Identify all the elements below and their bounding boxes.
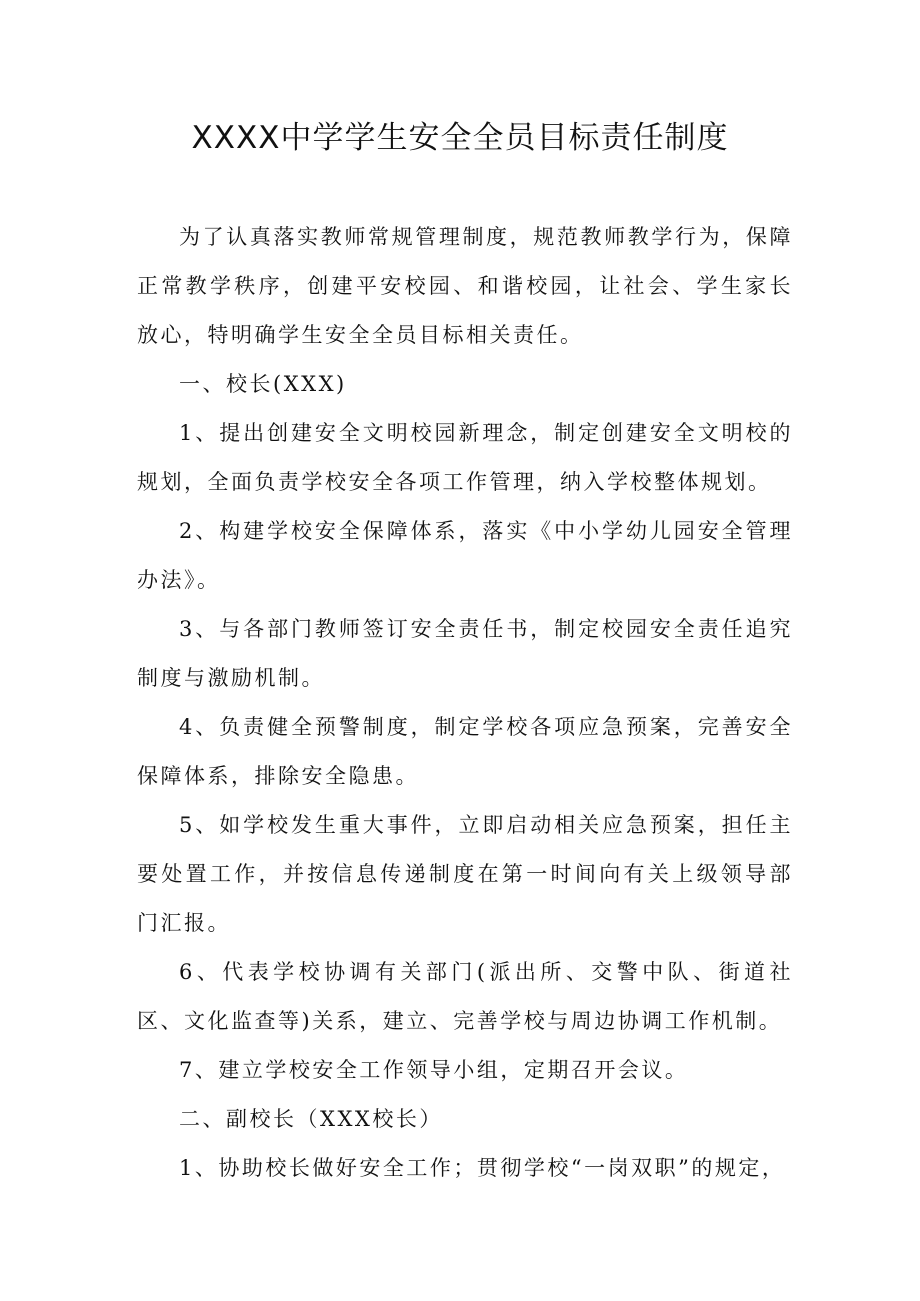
vice-principal-duty-1: 1、协助校长做好安全工作；贯彻学校“一岗双职”的规定， — [179, 1156, 786, 1180]
principal-duty-1: 1、提出创建安全文明校园新理念，制定创建安全文明校的规划，全面负责学校安全各项工作管理，纳入学校整体规划。 — [137, 421, 793, 494]
section-heading-principal: 一、校长(XXX) — [179, 372, 347, 396]
document-title: XXXX中学学生安全全员目标责任制度 — [191, 120, 729, 156]
principal-duty-5: 5、如学校发生重大事件，立即启动相关应急预案，担任主要处置工作，并按信息传递制度在第一时间向有关上级领导部门汇报。 — [137, 813, 793, 935]
principal-duty-6: 6、代表学校协调有关部门(派出所、交警中队、街道社区、文化监查等)关系，建立、完善学校与周边协调工作机制。 — [137, 960, 793, 1033]
principal-duty-7: 7、建立学校安全工作领导小组，定期召开会议。 — [179, 1058, 689, 1082]
principal-duty-2: 2、构建学校安全保障体系，落实《中小学幼儿园安全管理办法》。 — [137, 519, 793, 592]
section-heading-vice-principal: 二、副校长（XXX校长） — [179, 1107, 443, 1131]
document-body — [137, 213, 793, 1193]
intro-paragraph: 为了认真落实教师常规管理制度，规范教师教学行为，保障正常教学秩序，创建平安校园、和谐校园，让社会、学生家长放心，特明确学生安全全员目标相关责任。 — [137, 225, 793, 347]
principal-duty-3: 3、与各部门教师签订安全责任书，制定校园安全责任追究制度与激励机制。 — [137, 617, 793, 690]
principal-duty-4: 4、负责健全预警制度，制定学校各项应急预案，完善安全保障体系，排除安全隐患。 — [137, 715, 793, 788]
